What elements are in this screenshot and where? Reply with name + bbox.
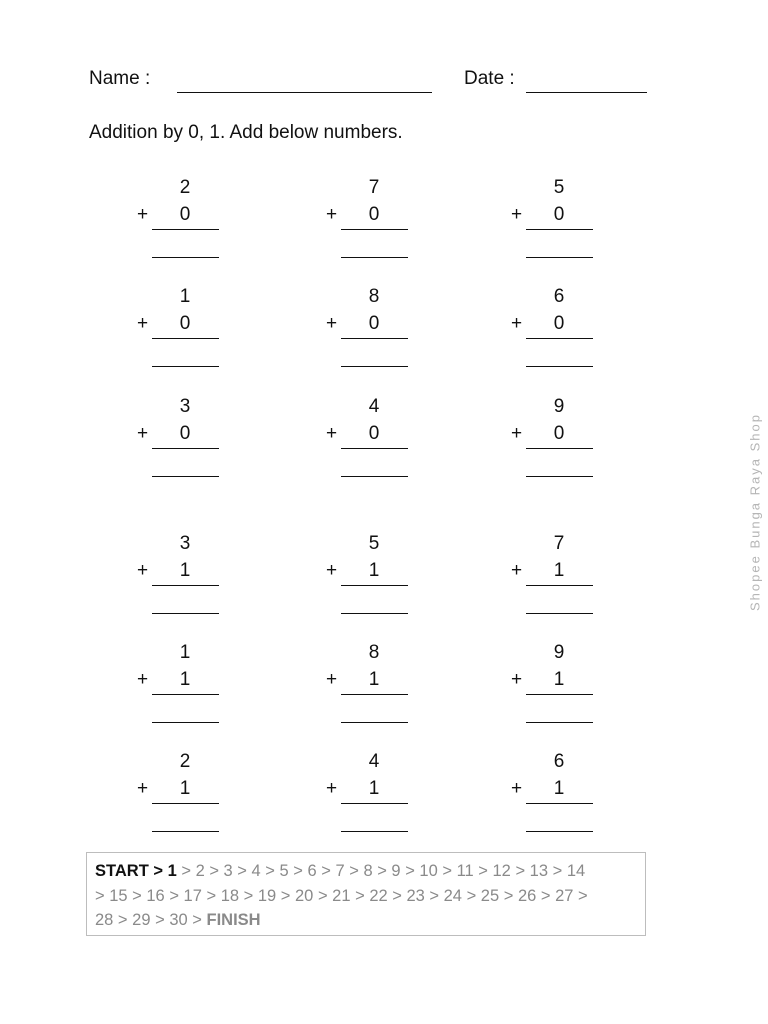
plus-sign: + — [137, 423, 149, 444]
problem-bottom-number: 0 — [553, 423, 565, 444]
sum-line — [341, 585, 408, 586]
sum-line — [526, 585, 593, 586]
sum-line — [152, 585, 219, 586]
watermark: Shopee Bunga Raya Shop — [747, 413, 763, 611]
plus-sign: + — [511, 669, 523, 690]
progress-start: START > 1 — [95, 862, 177, 880]
sum-line — [341, 229, 408, 230]
problem-top-number: 7 — [553, 533, 565, 554]
progress-tracker — [86, 852, 646, 936]
problem-top-number: 9 — [553, 396, 565, 417]
problem-bottom-number: 1 — [553, 560, 565, 581]
plus-sign: + — [137, 204, 149, 225]
answer-line[interactable] — [341, 366, 408, 367]
answer-line[interactable] — [152, 476, 219, 477]
problem-bottom-number: 1 — [179, 669, 191, 690]
answer-line[interactable] — [526, 613, 593, 614]
sum-line — [526, 448, 593, 449]
sum-line — [526, 694, 593, 695]
answer-line[interactable] — [526, 366, 593, 367]
problem-top-number: 6 — [553, 751, 565, 772]
problem-top-number: 8 — [368, 642, 380, 663]
plus-sign: + — [137, 669, 149, 690]
sum-line — [341, 338, 408, 339]
problem-bottom-number: 1 — [179, 778, 191, 799]
problem-bottom-number: 0 — [179, 423, 191, 444]
problem-top-number: 5 — [553, 177, 565, 198]
problem-top-number: 7 — [368, 177, 380, 198]
sum-line — [341, 448, 408, 449]
problem-top-number: 4 — [368, 751, 380, 772]
problem-bottom-number: 1 — [553, 669, 565, 690]
problem-bottom-number: 0 — [553, 313, 565, 334]
plus-sign: + — [137, 560, 149, 581]
problem-bottom-number: 1 — [368, 778, 380, 799]
progress-steps-line3: 28 > 29 > 30 > — [95, 911, 207, 929]
name-label: Name : — [89, 68, 151, 89]
answer-line[interactable] — [152, 366, 219, 367]
plus-sign: + — [511, 313, 523, 334]
instructions: Addition by 0, 1. Add below numbers. — [89, 122, 403, 143]
problem-top-number: 3 — [179, 396, 191, 417]
sum-line — [152, 694, 219, 695]
sum-line — [152, 803, 219, 804]
answer-line[interactable] — [152, 613, 219, 614]
problem-bottom-number: 1 — [179, 560, 191, 581]
plus-sign: + — [511, 778, 523, 799]
answer-line[interactable] — [341, 257, 408, 258]
plus-sign: + — [137, 778, 149, 799]
sum-line — [341, 694, 408, 695]
answer-line[interactable] — [526, 476, 593, 477]
plus-sign: + — [137, 313, 149, 334]
problem-top-number: 6 — [553, 286, 565, 307]
problem-bottom-number: 0 — [553, 204, 565, 225]
sum-line — [341, 803, 408, 804]
problem-bottom-number: 1 — [368, 669, 380, 690]
answer-line[interactable] — [152, 722, 219, 723]
problem-bottom-number: 1 — [368, 560, 380, 581]
problem-bottom-number: 0 — [179, 313, 191, 334]
problem-top-number: 2 — [179, 177, 191, 198]
problem-top-number: 2 — [179, 751, 191, 772]
plus-sign: + — [326, 560, 338, 581]
sum-line — [152, 338, 219, 339]
plus-sign: + — [326, 204, 338, 225]
answer-line[interactable] — [526, 722, 593, 723]
problem-bottom-number: 0 — [179, 204, 191, 225]
sum-line — [152, 448, 219, 449]
name-field-line[interactable] — [177, 92, 432, 93]
problem-top-number: 1 — [179, 286, 191, 307]
answer-line[interactable] — [341, 476, 408, 477]
sum-line — [152, 229, 219, 230]
problem-top-number: 3 — [179, 533, 191, 554]
problem-bottom-number: 1 — [553, 778, 565, 799]
problem-top-number: 4 — [368, 396, 380, 417]
problem-top-number: 1 — [179, 642, 191, 663]
progress-steps-line2: > 15 > 16 > 17 > 18 > 19 > 20 > 21 > 22 > 23 > 24 > 25 > 26 > 27 > — [95, 886, 588, 905]
plus-sign: + — [326, 669, 338, 690]
problem-bottom-number: 0 — [368, 313, 380, 334]
problem-bottom-number: 0 — [368, 423, 380, 444]
answer-line[interactable] — [152, 257, 219, 258]
progress-steps-line1: > 2 > 3 > 4 > 5 > 6 > 7 > 8 > 9 > 10 > 11 > 12 > 13 > 14 — [176, 862, 586, 880]
sum-line — [526, 803, 593, 804]
problem-top-number: 5 — [368, 533, 380, 554]
problem-top-number: 8 — [368, 286, 380, 307]
plus-sign: + — [326, 313, 338, 334]
answer-line[interactable] — [341, 613, 408, 614]
answer-line[interactable] — [341, 831, 408, 832]
plus-sign: + — [511, 204, 523, 225]
answer-line[interactable] — [526, 257, 593, 258]
answer-line[interactable] — [526, 831, 593, 832]
sum-line — [526, 229, 593, 230]
date-label: Date : — [464, 68, 515, 89]
plus-sign: + — [326, 423, 338, 444]
plus-sign: + — [511, 560, 523, 581]
plus-sign: + — [326, 778, 338, 799]
progress-finish: FINISH — [206, 911, 261, 929]
date-field-line[interactable] — [526, 92, 647, 93]
problem-top-number: 9 — [553, 642, 565, 663]
sum-line — [526, 338, 593, 339]
answer-line[interactable] — [152, 831, 219, 832]
answer-line[interactable] — [341, 722, 408, 723]
plus-sign: + — [511, 423, 523, 444]
problem-bottom-number: 0 — [368, 204, 380, 225]
